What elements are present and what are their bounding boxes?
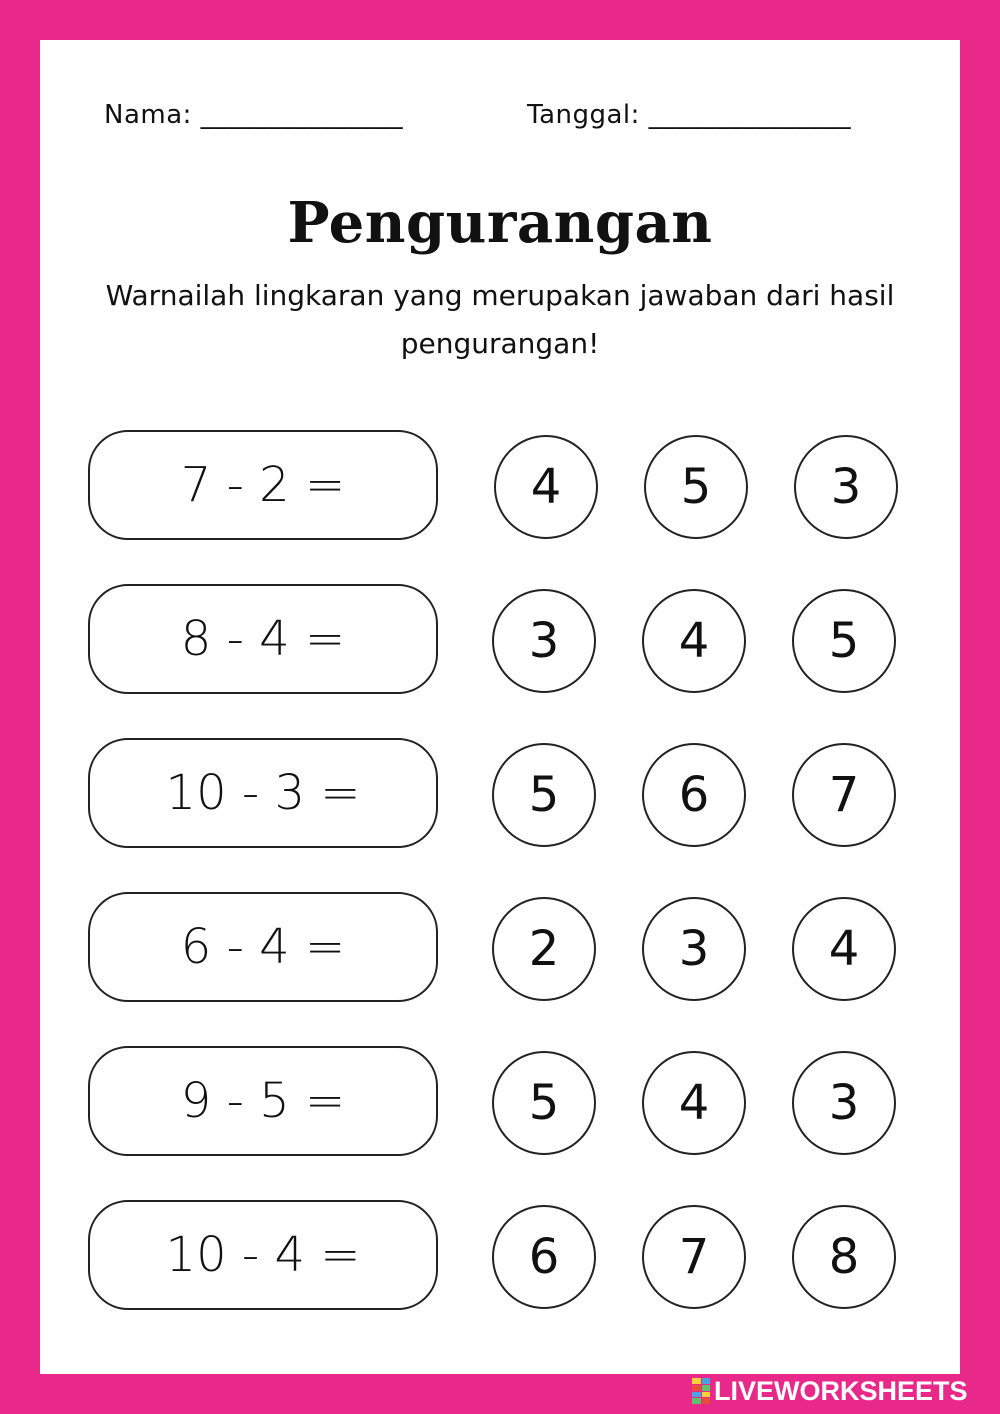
answer-option-circle[interactable]: 5 bbox=[492, 743, 596, 847]
answer-option-circle[interactable]: 8 bbox=[792, 1205, 896, 1309]
problem-box: 6 - 4 = bbox=[88, 892, 438, 1002]
answer-option-circle[interactable]: 7 bbox=[642, 1205, 746, 1309]
answer-option-circle[interactable]: 4 bbox=[642, 589, 746, 693]
date-field: Tanggal: _______________ bbox=[527, 100, 852, 130]
problem-box: 9 - 5 = bbox=[88, 1046, 438, 1156]
liveworksheets-logo-icon bbox=[692, 1378, 710, 1404]
instruction-text: Warnailah lingkaran yang merupakan jawaban dari hasil pengurangan! bbox=[105, 279, 895, 360]
problem-box: 8 - 4 = bbox=[88, 584, 438, 694]
problem-box: 7 - 2 = bbox=[88, 430, 438, 540]
answer-option-circle[interactable]: 6 bbox=[492, 1205, 596, 1309]
problem-box: 10 - 3 = bbox=[88, 738, 438, 848]
answer-option-circle[interactable]: 4 bbox=[792, 897, 896, 1001]
answer-option-circle[interactable]: 2 bbox=[492, 897, 596, 1001]
answer-option-circle[interactable]: 3 bbox=[792, 1051, 896, 1155]
answer-option-circle[interactable]: 5 bbox=[644, 435, 748, 539]
answer-option-circle[interactable]: 3 bbox=[794, 435, 898, 539]
answer-option-circle[interactable]: 4 bbox=[642, 1051, 746, 1155]
page-title: Pengurangan bbox=[287, 190, 713, 256]
answer-option-circle[interactable]: 5 bbox=[492, 1051, 596, 1155]
answer-option-circle[interactable]: 5 bbox=[792, 589, 896, 693]
answer-option-circle[interactable]: 3 bbox=[642, 897, 746, 1001]
brand-text: LIVEWORKSHEETS bbox=[714, 1375, 968, 1406]
name-field: Nama: _______________ bbox=[104, 100, 404, 130]
answer-option-circle[interactable]: 7 bbox=[792, 743, 896, 847]
answer-option-circle[interactable]: 6 bbox=[642, 743, 746, 847]
answer-option-circle[interactable]: 4 bbox=[494, 435, 598, 539]
liveworksheets-logo bbox=[692, 1374, 968, 1408]
answer-option-circle[interactable]: 3 bbox=[492, 589, 596, 693]
problem-box: 10 - 4 = bbox=[88, 1200, 438, 1310]
